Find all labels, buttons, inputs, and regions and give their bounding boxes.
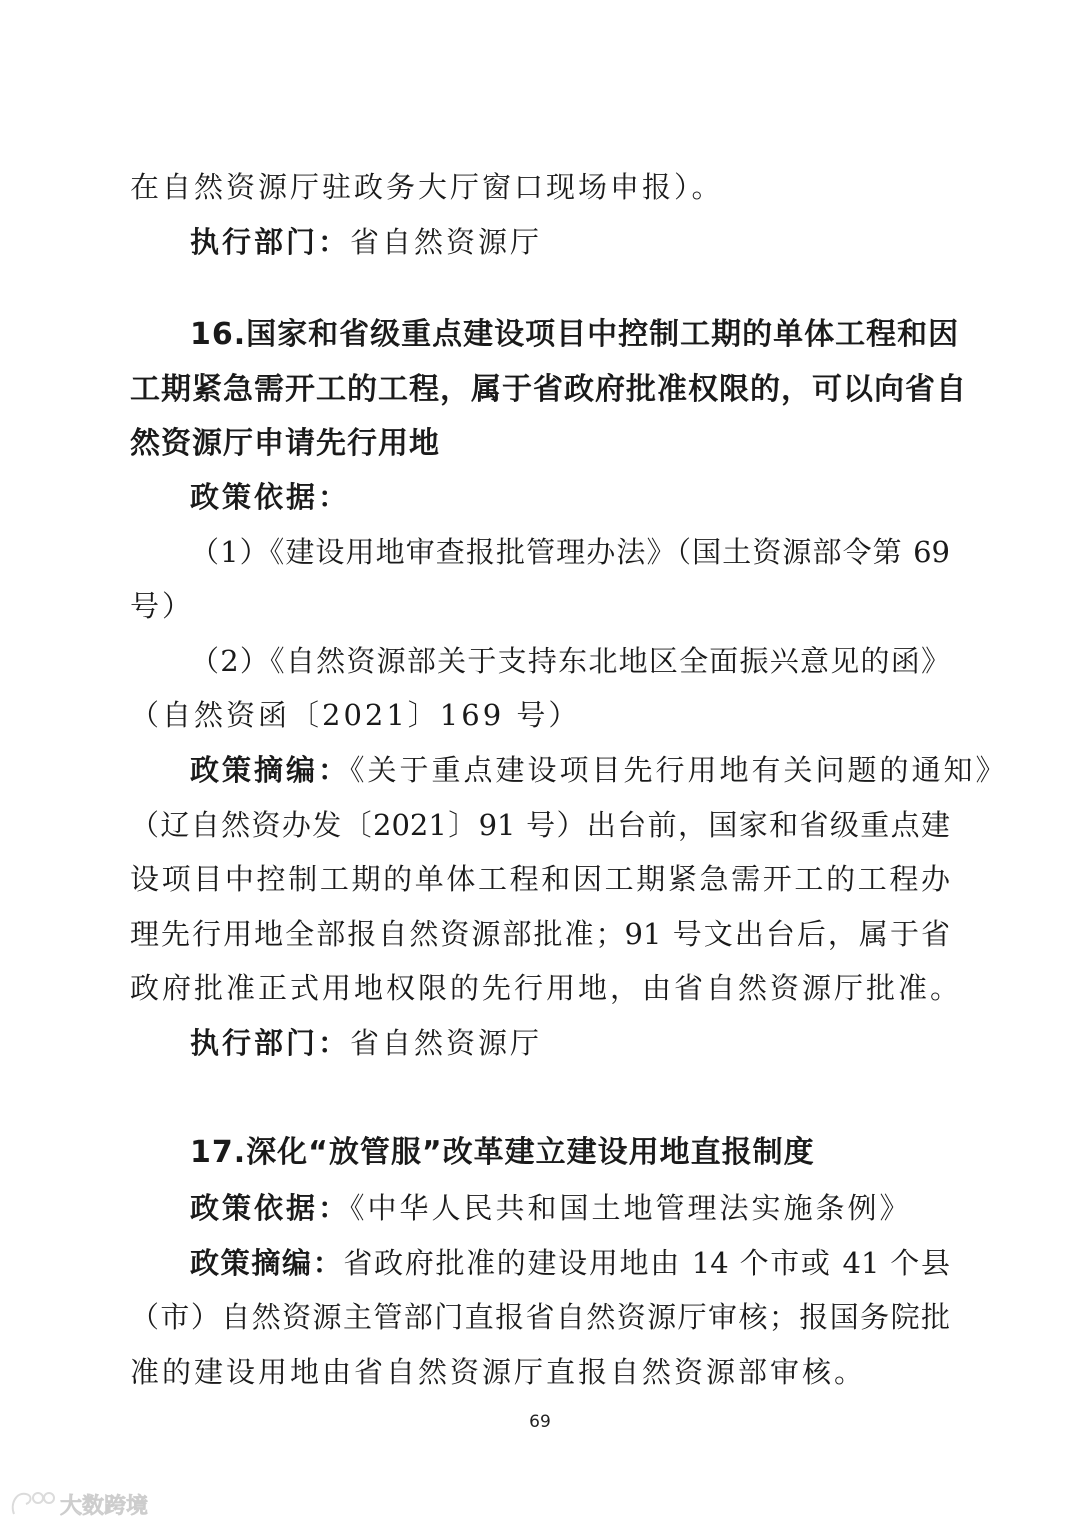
- policy-basis-label: 政策依据：: [190, 480, 351, 514]
- basis-item-2-line-2: （自然资函〔2021〕169 号）: [130, 698, 581, 732]
- policy-excerpt-17-line-2: （市）自然资源主管部门直报省自然资源厅审核；报国务院批: [130, 1300, 950, 1334]
- policy-excerpt-line-2: （辽自然资办发〔2021〕91 号）出台前，国家和省级重点建: [130, 808, 950, 842]
- section-16-heading-line-3: 然资源厅申请先行用地: [130, 426, 440, 461]
- policy-excerpt-line-1: [190, 749, 1008, 791]
- policy-excerpt-17-line-1: [190, 1242, 950, 1284]
- exec-dept-value: 省自然资源厅: [350, 225, 543, 259]
- exec-dept-line-2: [190, 1022, 542, 1064]
- policy-excerpt-label: 政策摘编：: [190, 753, 351, 787]
- watermark-text: 大数跨境: [60, 1494, 149, 1519]
- exec-dept-value-2: 省自然资源厅: [350, 1026, 543, 1060]
- policy-excerpt-17-line-3: 准的建设用地由省自然资源厅直报自然资源部审核。: [130, 1355, 867, 1389]
- policy-basis-17-value: 《中华人民共和国土地管理法实施条例》: [350, 1191, 912, 1225]
- policy-excerpt-17-text: 省政府批准的建设用地由 14 个市或 41 个县: [343, 1246, 950, 1280]
- exec-dept-label-2: 执行部门：: [190, 1026, 351, 1060]
- section-16-heading-line-2: 工期紧急需开工的工程，属于省政府批准权限的，可以向省自: [130, 372, 967, 407]
- policy-excerpt-text: 《关于重点建设项目先行用地有关问题的通知》: [350, 753, 1008, 787]
- policy-excerpt-line-5: 政府批准正式用地权限的先行用地，由省自然资源厅批准。: [130, 971, 963, 1005]
- policy-basis-17-label: 政策依据：: [190, 1191, 351, 1225]
- exec-dept-label: 执行部门：: [190, 225, 351, 259]
- basis-item-1-line-1: （1）《建设用地审查报批管理办法》（国土资源部令第 69: [190, 535, 950, 569]
- exec-dept-line: [190, 221, 542, 263]
- policy-basis-17-line: [190, 1187, 912, 1229]
- page-number: 69: [529, 1412, 551, 1432]
- watermark-logo: [8, 1486, 178, 1522]
- basis-item-1-line-2: 号）: [130, 589, 195, 623]
- section-16-heading-line-1: 16.国家和省级重点建设项目中控制工期的单体工程和因: [190, 317, 960, 352]
- policy-excerpt-line-3: 设项目中控制工期的单体工程和因工期紧急需开工的工程办: [130, 862, 950, 896]
- paragraph-line: 在自然资源厅驻政务大厅窗口现场申报）。: [130, 170, 724, 204]
- basis-item-2-line-1: （2）《自然资源部关于支持东北地区全面振兴意见的函》: [190, 644, 950, 678]
- policy-excerpt-line-4: 理先行用地全部报自然资源部批准；91 号文出台后，属于省: [130, 917, 950, 951]
- policy-excerpt-17-label: 政策摘编：: [190, 1246, 344, 1280]
- section-17-heading: 17.深化“放管服”改革建立建设用地直报制度: [190, 1135, 815, 1170]
- watermark-swirl-icon: [13, 1494, 31, 1514]
